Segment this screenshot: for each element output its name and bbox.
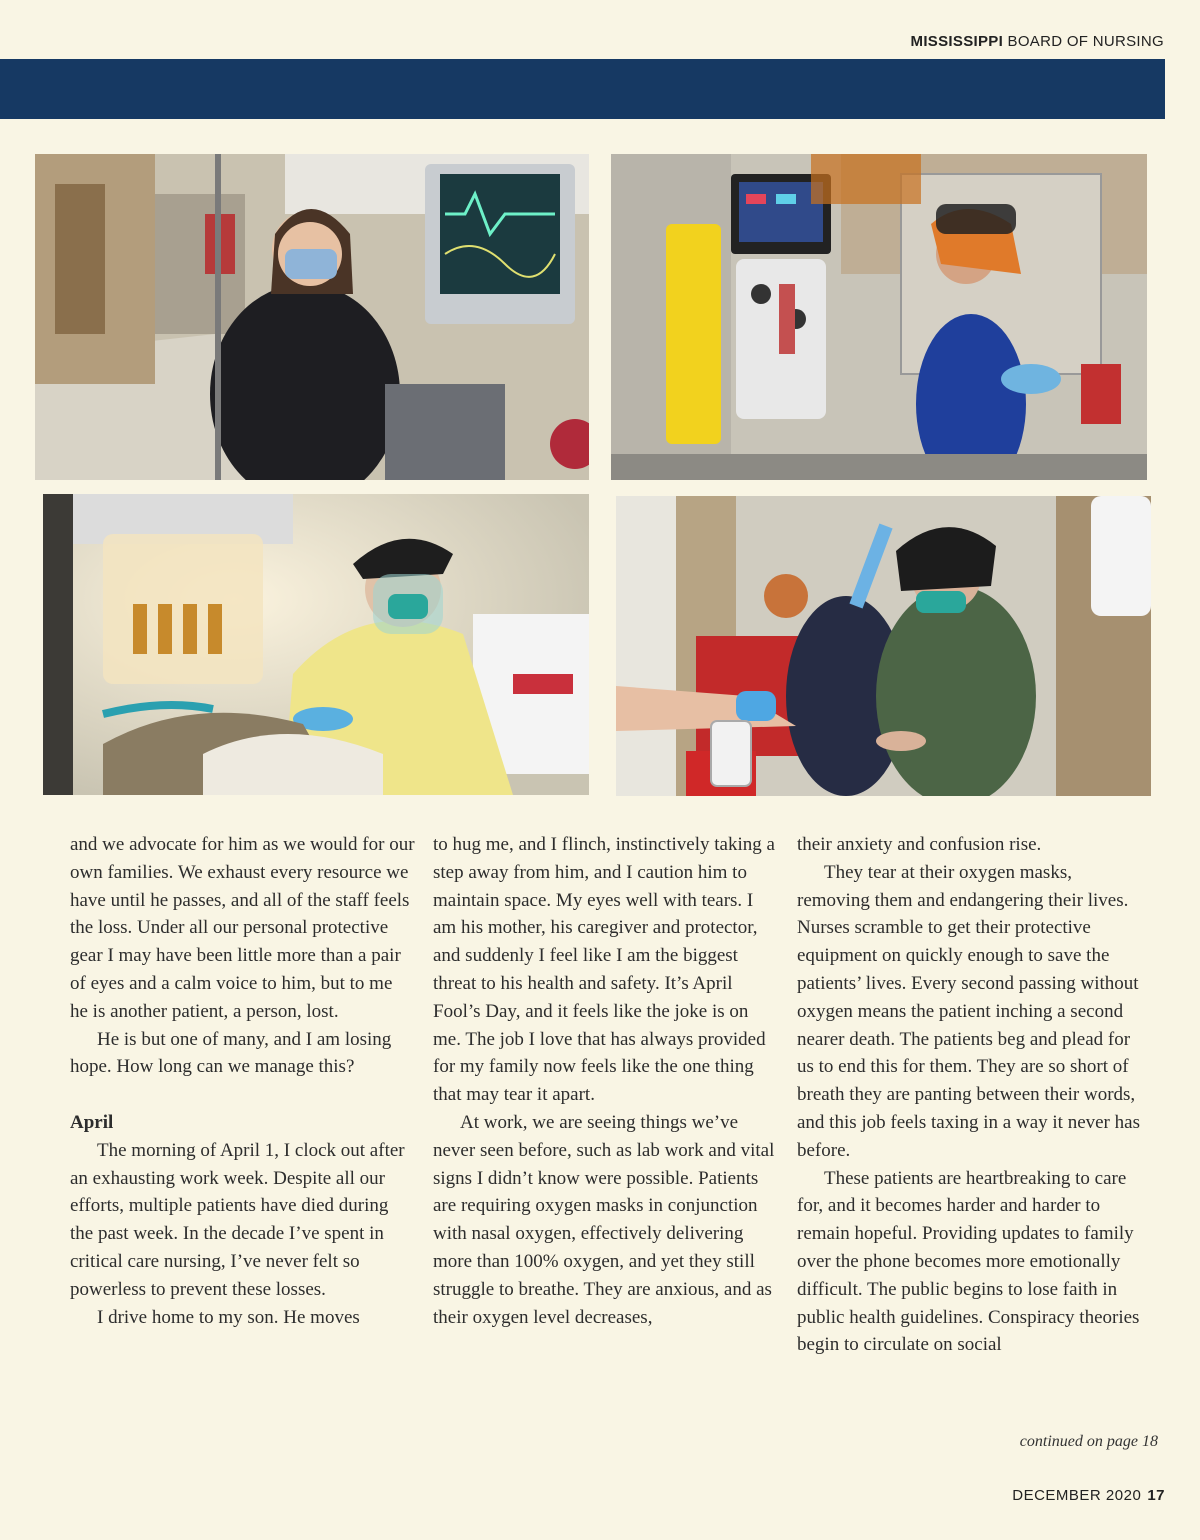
photo-nurse-at-dialysis-machine	[611, 154, 1147, 480]
publication-name-rest: BOARD OF NURSING	[1007, 33, 1164, 50]
photo-nurse-at-monitor	[35, 154, 589, 480]
photo-nurse-in-gown-with-patient	[43, 494, 589, 795]
photo-nurse-hand-sanitizer	[616, 496, 1151, 796]
publication-name	[911, 33, 1164, 50]
continued-note: continued on page 18	[1019, 1433, 1158, 1450]
page-number: 17	[1147, 1487, 1165, 1504]
paragraph: At work, we are seeing things we’ve never seen before, such as lab work and vital signs I didn’t know were possible. Patients are requiring oxygen masks in conjunction with nasal oxygen, effectively delivering more than 100% oxygen, and yet they still struggle to breathe. They are anxious, and as their oxygen level decreases,	[433, 1111, 775, 1328]
paragraph: and we advocate for him as we would for our own families. We exhaust every resource we have until he passes, and all of the staff feels the loss. Under all our personal protective gear I may have been little more than a pair of eyes and a calm voice to him, but to me he is another patient, a person, lost.	[70, 834, 415, 1022]
header-band	[0, 59, 1165, 119]
photo-nurse-at-monitor-image	[35, 154, 589, 480]
paragraph: to hug me, and I flinch, instinctively taking a step away from him, and I caution him to maintain space. My eyes well with tears. I am his mother, his caregiver and protector, and suddenly I feel like I am the biggest threat to his health and safety. It’s April Fool’s Day, and it feels like the joke is on me. The job I love that has always provided for my family now feels like the one thing that may tear it apart.	[433, 834, 775, 1106]
section-heading-april: April	[70, 1111, 114, 1133]
publication-name-bold: MISSISSIPPI	[910, 33, 1004, 50]
article-column-2	[433, 831, 778, 1331]
photo-nurse-at-dialysis-machine-image	[611, 154, 1147, 480]
paragraph: their anxiety and confusion rise.	[797, 834, 1042, 855]
paragraph: These patients are heartbreaking to care for, and it becomes harder and harder to remain hopeful. Providing updates to family over the phone becomes more emotionally difficult. The public begins to lose faith in public health guidelines. Conspiracy theories begin to circulate on social	[797, 1167, 1140, 1356]
issue-date: DECEMBER 2020	[1012, 1487, 1142, 1504]
paragraph: He is but one of many, and I am losing hope. How long can we manage this?	[70, 1028, 392, 1078]
article-column-3	[797, 831, 1142, 1359]
article-column-1	[70, 831, 415, 1331]
paragraph: The morning of April 1, I clock out after an exhausting work week. Despite all our efforts, multiple patients have died during the past week. In the decade I’ve spent in critical care nursing, I’ve never felt so powerless to prevent these losses.	[70, 1139, 405, 1300]
paragraph: I drive home to my son. He moves	[97, 1306, 360, 1328]
page-footer	[1012, 1487, 1165, 1504]
photo-nurse-in-gown-with-patient-image	[43, 494, 589, 795]
paragraph: They tear at their oxygen masks, removing them and endangering their lives. Nurses scramble to get their protective equipment on quickly enough to save the patients’ lives. Every second passing without oxygen means the patient inching a second nearer death. The patients beg and plead for us to end this for them. They are so short of breath they are panting between their words, and this job feels taxing in a way it never has before.	[797, 861, 1140, 1161]
photo-nurse-hand-sanitizer-image	[616, 496, 1151, 796]
